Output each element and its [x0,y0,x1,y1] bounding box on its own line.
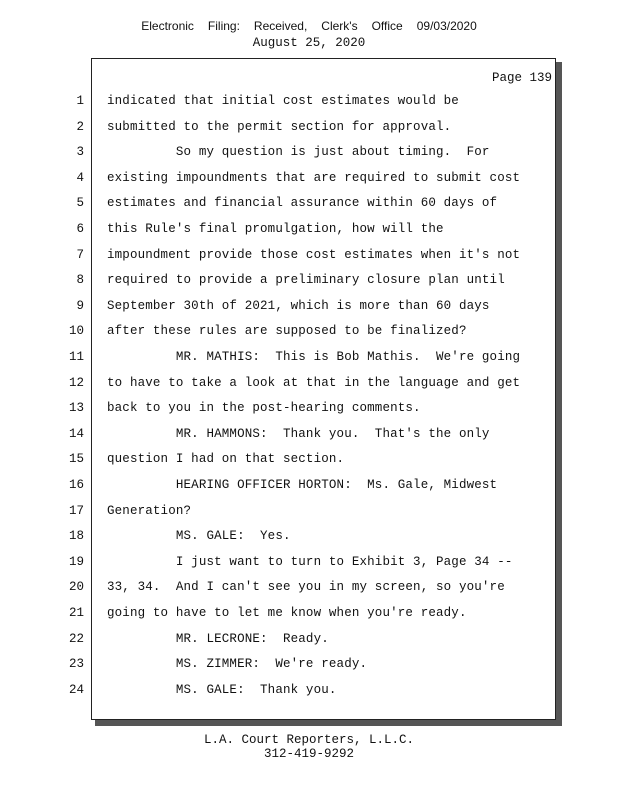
stamp-word: Clerk's [321,19,358,33]
line-text: required to provide a preliminary closure plan until [107,273,505,288]
line-number: 19 [68,554,84,569]
transcript-line [0,529,600,547]
footer-phone: 312-419-9292 [263,747,354,761]
stamp-word: 09/03/2020 [416,19,477,33]
line-text: submitted to the permit section for approval. [107,119,452,134]
transcript-line [0,632,600,650]
line-text: MR. HAMMONS: Thank you. That's the only [107,426,490,441]
transcript-line [0,324,600,342]
stamp-word: Filing: [207,19,240,33]
line-text: estimates and financial assurance within 60 days of [107,196,498,211]
transcript-line [0,657,600,675]
line-number: 15 [68,452,84,467]
transcript-line [0,452,600,470]
line-number: 5 [76,196,84,211]
line-number: 22 [68,631,84,646]
line-text: Generation? [107,503,192,518]
transcript-line [0,350,600,368]
transcript-line [0,401,600,419]
line-number: 16 [68,478,84,492]
line-text: back to you in the post-hearing comments. [107,401,421,416]
transcript-line [0,299,600,317]
transcript-line [0,171,600,189]
line-number: 14 [68,426,84,441]
line-text: So my question is just about timing. For [107,145,490,160]
electronic-filing-stamp [0,19,618,33]
line-number: 12 [68,375,84,390]
line-text: MS. GALE: Yes. [107,529,291,544]
line-text: existing impoundments that are required to submit cost [107,170,521,185]
transcript-line [0,94,600,112]
line-number: 4 [76,170,84,185]
stamp-word: Electronic [141,19,194,33]
transcript-line [0,504,600,522]
line-number: 2 [76,119,84,134]
transcript-line [0,222,600,240]
transcript-line [0,196,600,214]
stamp-word: Office [371,19,403,33]
line-text: impoundment provide those cost estimates when it's not [107,247,521,262]
line-text: going to have to let me know when you're ready. [107,606,467,620]
line-number: 7 [76,247,84,262]
stamp-word: Received, [253,19,308,33]
line-number: 10 [68,324,84,339]
line-text: MS. ZIMMER: We're ready. [107,657,368,672]
transcript-line [0,427,600,445]
line-number: 24 [68,682,84,697]
transcript-line [0,478,600,496]
line-text: to have to take a look at that in the language and get [107,375,521,390]
line-text: MS. GALE: Thank you. [107,682,337,697]
line-number: 17 [68,503,84,518]
line-number: 1 [76,94,84,108]
line-text: 33, 34. And I can't see you in my screen, so you're [107,580,505,595]
transcript-line [0,145,600,163]
transcript-line [0,273,600,291]
transcript-line [0,555,600,573]
line-number: 3 [76,145,84,160]
transcript-line [0,120,600,138]
page-number: Page 139 [491,71,552,85]
line-text: this Rule's final promulgation, how will the [107,222,444,236]
line-text: question I had on that section. [107,452,345,467]
line-number: 11 [68,350,84,364]
line-text: MR. MATHIS: This is Bob Mathis. We're going [107,350,521,364]
line-number: 6 [76,222,84,236]
line-text: MR. LECRONE: Ready. [107,631,329,646]
transcript-date: August 25, 2020 [252,36,366,50]
line-text: HEARING OFFICER HORTON: Ms. Gale, Midwest [107,478,498,492]
transcript-line [0,683,600,701]
transcript-line [0,376,600,394]
line-number: 21 [68,606,84,620]
line-text: indicated that initial cost estimates would be [107,94,459,108]
transcript-line [0,580,600,598]
transcript-line [0,248,600,266]
line-number: 18 [68,529,84,544]
line-text: September 30th of 2021, which is more than 60 days [107,298,490,313]
line-number: 13 [68,401,84,416]
line-number: 8 [76,273,84,288]
line-text: I just want to turn to Exhibit 3, Page 34 -- [107,554,513,569]
line-text: after these rules are supposed to be finalized? [107,324,467,339]
transcript-line [0,606,600,624]
line-number: 20 [68,580,84,595]
line-number: 9 [76,298,84,313]
line-number: 23 [68,657,84,672]
footer-company: L.A. Court Reporters, L.L.C. [203,733,415,747]
